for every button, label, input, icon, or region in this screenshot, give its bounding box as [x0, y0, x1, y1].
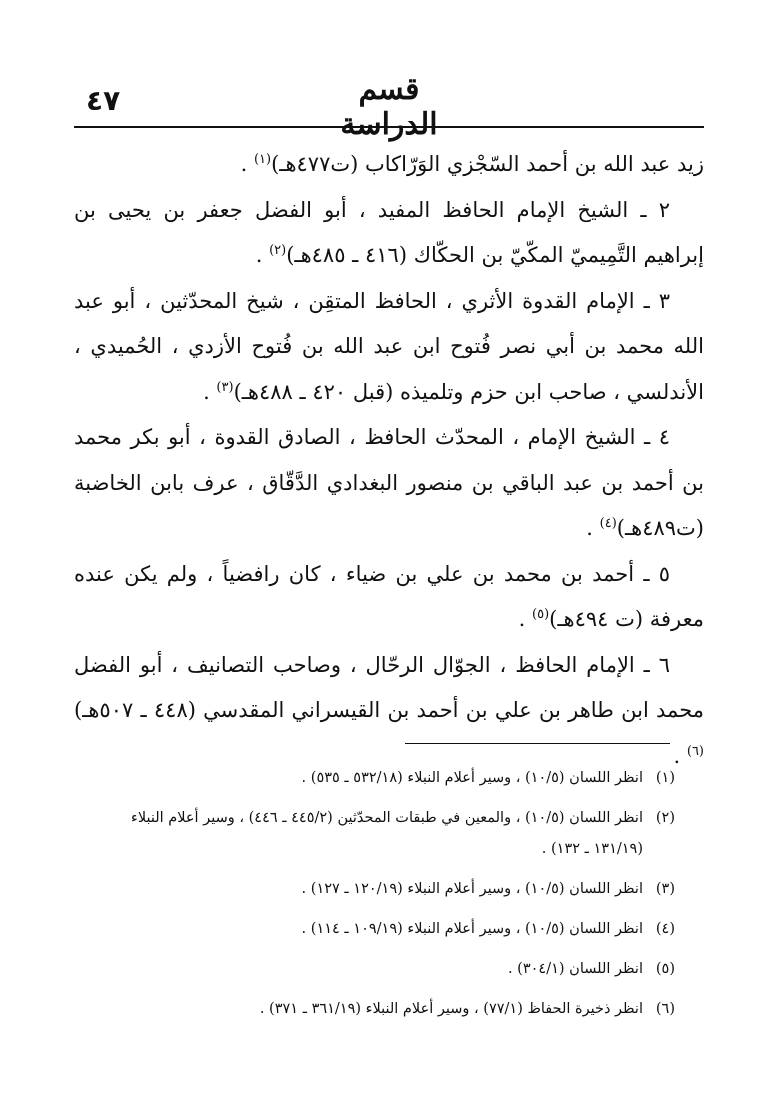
footnote-text: انظر اللسان (١٠/٥) ، وسير أعلام النبلاء (١٠٩/١٩ ـ ١١٤) .	[301, 921, 643, 937]
footnote-5	[100, 954, 675, 985]
footnote-ref: (١)	[253, 152, 272, 167]
running-title: قسم الدراسة	[340, 72, 438, 142]
footnote-3	[100, 874, 675, 905]
footnote-separator	[405, 743, 670, 744]
paragraph-text: ٥ ـ أحمد بن محمد بن علي بن ضياء ، كان رافضياً ، ولم يكن عنده معرفة (ت ٤٩٤هـ)	[74, 561, 704, 631]
page-header	[74, 66, 704, 142]
footnote-number: (٢)	[655, 810, 675, 826]
footnote-1	[100, 763, 675, 794]
paragraph-5	[74, 552, 704, 643]
footnote-number: (٦)	[655, 1001, 675, 1017]
footnote-4	[100, 914, 675, 945]
paragraph-text: ٦ ـ الإمام الحافظ ، الجوّال الرحّال ، وصاحب التصانيف ، أبو الفضل محمد ابن طاهر بن علي بن أحمد بن القيسراني المقدسي (٤٤٨ ـ ٥٠٧هـ)	[74, 652, 704, 722]
paragraph-tail: .	[255, 243, 270, 267]
paragraph-4	[74, 415, 704, 552]
footnotes	[100, 763, 675, 1034]
paragraph-text: ٣ ـ الإمام القدوة الأثري ، الحافظ المتقِن ، شيخ المحدّثين ، أبو عبد الله محمد بن أبي نصر فُتوح ابن عبد الله بن فُتوح الأزدي ، الحُميدي ، الأندلسي ، صاحب ابن حزم وتلميذه (قبل ٤٢٠ ـ ٤٨٨هـ)	[74, 288, 704, 404]
paragraph-tail: .	[203, 379, 217, 404]
paragraph-text: ٢ ـ الشيخ الإمام الحافظ المفيد ، أبو الفضل جعفر بن يحيى بن إبراهيم التَّمِيميّ المكّيّ بن الحكّاك (٤١٦ ـ ٤٨٥هـ)	[74, 197, 704, 267]
paragraph-tail: .	[518, 607, 533, 631]
footnote-6	[100, 994, 675, 1025]
footnote-number: (٥)	[655, 961, 675, 977]
footnote-ref: (٥)	[532, 607, 550, 622]
footnote-ref: (٦)	[686, 743, 704, 759]
paragraph-6	[74, 643, 704, 780]
paragraph-text: زيد عبد الله بن أحمد السّجْزي الوَرّاكاب (ت٤٧٧هـ)	[271, 152, 704, 176]
paragraph-tail: .	[586, 516, 600, 540]
paragraph-3	[74, 279, 704, 416]
footnote-ref: (٣)	[216, 379, 234, 395]
paragraph-text: ٤ ـ الشيخ الإمام ، المحدّث الحافظ ، الصادق القدوة ، أبو بكر محمد بن أحمد بن عبد الباقي بن منصور البغدادي الدَّقّاق ، عرف بابن الخاضبة (ت٤٨٩هـ)	[74, 425, 704, 540]
paragraph-tail: .	[673, 743, 687, 768]
footnote-number: (٣)	[655, 881, 675, 897]
paragraph-tail: .	[240, 152, 254, 176]
footnote-ref: (٤)	[599, 516, 617, 531]
main-text	[74, 142, 704, 779]
footnote-text: انظر اللسان (١٠/٥) ، والمعين في طبقات المحدّثين (٤٤٥/٢ ـ ٤٤٦) ، وسير أعلام النبلاء (١٣١/١٩ ـ ١٣٢) .	[131, 810, 643, 857]
footnote-number: (١)	[655, 770, 675, 786]
paragraph-1	[74, 142, 704, 188]
footnote-text: انظر اللسان (١٠/٥) ، وسير أعلام النبلاء (٥٣٢/١٨ ـ ٥٣٥) .	[301, 770, 643, 786]
page-number: ٤٧	[86, 84, 121, 117]
header-rule	[74, 126, 704, 128]
footnote-2	[100, 803, 675, 865]
footnote-text: انظر ذخيرة الحفاظ (٧٧/١) ، وسير أعلام النبلاء (٣٦١/١٩ ـ ٣٧١) .	[259, 1001, 643, 1017]
footnote-number: (٤)	[655, 921, 675, 937]
footnote-text: انظر اللسان (٣٠٤/١) .	[507, 961, 643, 977]
paragraph-2	[74, 188, 704, 279]
footnote-text: انظر اللسان (١٠/٥) ، وسير أعلام النبلاء (١٢٠/١٩ ـ ١٢٧) .	[301, 881, 643, 897]
footnote-ref: (٢)	[269, 243, 287, 258]
